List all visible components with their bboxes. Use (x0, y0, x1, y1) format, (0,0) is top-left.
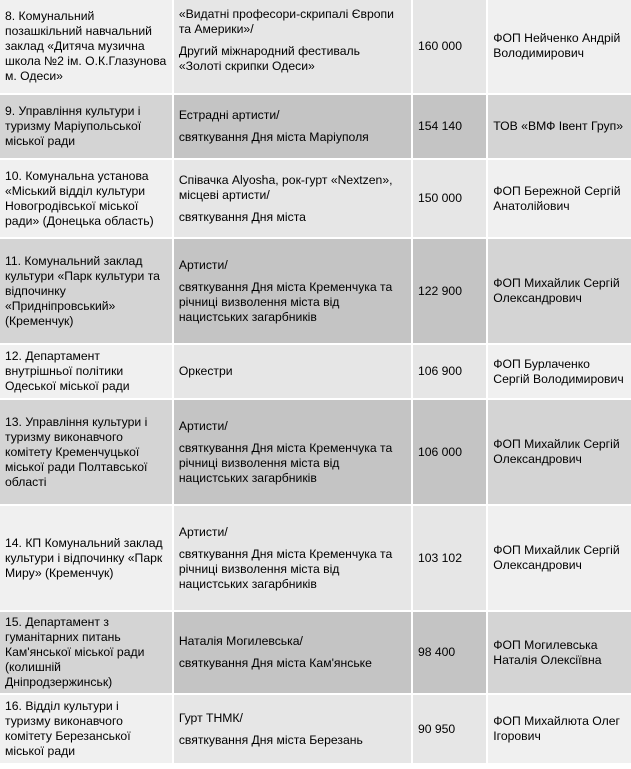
contractor-cell: ФОП Михайлик Сергій Олександрович (488, 400, 631, 504)
event-text: святкування Дня міста Кременчука та річниці визволення міста від нацистських загарбників (178, 440, 393, 485)
event-text: святкування Дня міста Маріуполя (178, 130, 369, 144)
event-cell (174, 0, 411, 93)
amount-cell: 90 950 (413, 695, 486, 763)
contractor-cell: ФОП Михайлик Сергій Олександрович (488, 506, 631, 610)
contractor-cell: ТОВ «ВМФ Івент Груп» (488, 95, 631, 158)
event-text: Оркестри (178, 364, 233, 378)
event-text: Другий міжнародний фестиваль «Золоті скрипки Одеси» (178, 43, 360, 73)
event-cell (174, 345, 411, 398)
event-cell (174, 400, 411, 504)
table-row (0, 95, 631, 158)
amount-cell: 103 102 (413, 506, 486, 610)
amount-cell: 154 140 (413, 95, 486, 158)
table-row (0, 0, 631, 93)
contractor-cell: ФОП Михайлик Сергій Олександрович (488, 239, 631, 343)
event-cell (174, 95, 411, 158)
event-cell (174, 695, 411, 763)
table-row (0, 400, 631, 504)
event-cell (174, 612, 411, 693)
amount-cell: 106 900 (413, 345, 486, 398)
table-row (0, 506, 631, 610)
organizer-cell: 14. КП Комунальний заклад культури і відпочинку «Парк Миру» (Кременчук) (0, 506, 172, 610)
table-row (0, 160, 631, 237)
organizer-cell: 10. Комунальна установа «Міський відділ культури Новогродівської міської ради» (Донецька область) (0, 160, 172, 237)
artists-text: Співачка Alyosha, рок-гурт «Nextzen», місцеві артисти/ (178, 172, 393, 202)
amount-cell: 98 400 (413, 612, 486, 693)
organizer-cell: 9. Управління культури і туризму Маріупольської міської ради (0, 95, 172, 158)
event-cell (174, 160, 411, 237)
amount-cell: 150 000 (413, 160, 486, 237)
contractor-cell: ФОП Бурлаченко Сергій Володимирович (488, 345, 631, 398)
contractor-cell: ФОП Нейченко Андрій Володимирович (488, 0, 631, 93)
event-text: святкування Дня міста Кременчука та річниці визволення міста від нацистських загарбників (178, 546, 393, 591)
table-row (0, 695, 631, 763)
organizer-cell: 16. Відділ культури і туризму виконавчого комітету Березанської міської ради (0, 695, 172, 763)
organizer-cell: 15. Департамент з гуманітарних питань Кам'янської міської ради (колишній Дніпродзержинськ) (0, 612, 172, 693)
organizer-cell: 8. Комунальний позашкільний навчальний заклад «Дитяча музична школа №2 ім. О.К.Глазунова м. Одеси» (0, 0, 172, 93)
artists-text: «Видатні професори-скрипалі Європи та Америки»/ (178, 6, 394, 36)
table-row (0, 239, 631, 343)
artists-text: Артисти/ (178, 257, 228, 272)
table-row (0, 612, 631, 693)
event-text: святкування Дня міста Березань (178, 732, 363, 747)
contractor-cell: ФОП Могилевська Наталія Олексіївна (488, 612, 631, 693)
table-row (0, 345, 631, 398)
organizer-cell: 11. Комунальний заклад культури «Парк культури та відпочинку «Придніпровський» (Кременчук) (0, 239, 172, 343)
amount-cell: 122 900 (413, 239, 486, 343)
artists-text: Гурт ТНМК/ (178, 710, 243, 725)
event-text: святкування Дня міста Кременчука та річниці визволення міста від нацистських загарбників (178, 279, 393, 324)
artists-text: Естрадні артисти/ (178, 108, 280, 122)
organizer-cell: 13. Управління культури і туризму виконавчого комітету Кременчуцької міської ради Полтавської області (0, 400, 172, 504)
organizer-cell: 12. Департамент внутрішньої політики Одеської міської ради (0, 345, 172, 398)
amount-cell: 160 000 (413, 0, 486, 93)
event-text: святкування Дня міста (178, 209, 306, 224)
event-cell (174, 506, 411, 610)
contractor-cell: ФОП Бережной Сергій Анатолійович (488, 160, 631, 237)
event-cell (174, 239, 411, 343)
contractor-cell: ФОП Михайлюта Олег Ігорович (488, 695, 631, 763)
amount-cell: 106 000 (413, 400, 486, 504)
event-text: святкування Дня міста Кам'янське (178, 656, 372, 670)
artists-text: Артисти/ (178, 524, 228, 539)
artists-text: Наталія Могилевська/ (178, 634, 303, 648)
artists-text: Артисти/ (178, 418, 228, 433)
